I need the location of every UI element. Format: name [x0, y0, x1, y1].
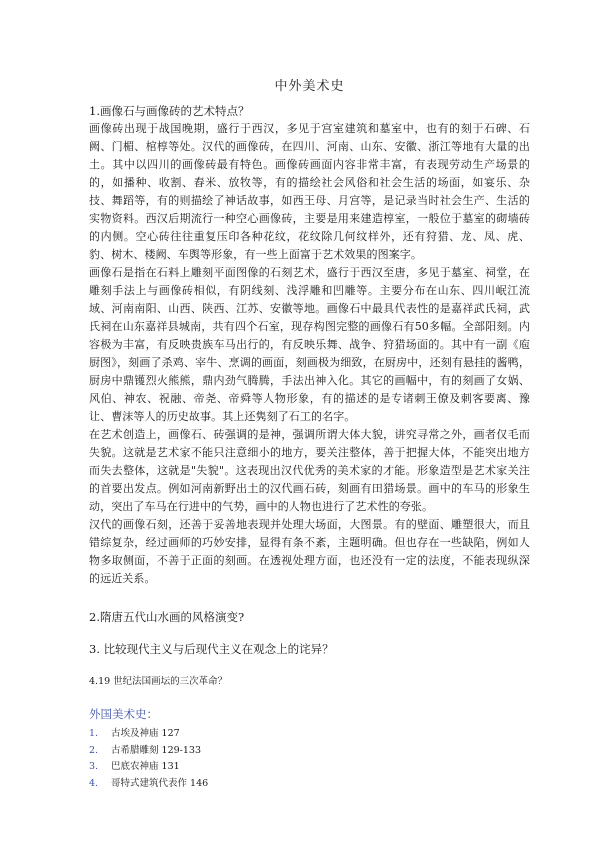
- question-2: 2.隋唐五代山水画的风格演变?: [89, 610, 245, 624]
- list-item-number: 3.: [89, 761, 99, 772]
- paragraph-stone-relief: 画像石是指在石料上雕刻平面图像的石刻艺术，盛行于西汉至唐，多见于墓室、祠堂，在雕刻手法上与画像砖相似，有阴线刻、浅浮雕和凹雕等。主要分布在山东、四川岷江流域、河南南阳、山西、陕西、江苏、安徽等地。画像石中最具代表性的是嘉祥武氏祠，武氏祠在山东嘉祥县城南，共有四个石室，现存构图完整的画像石有50多幅。全部阳刻。内容极为丰富，有反映贵族车马出行的，有反映乐舞、战争、狩猎场面的。其中有一副《庖厨图》，刻画了杀鸡、宰牛、烹调的画面，刻画极为细致，在厨房中，还刻有悬挂的酱鸭，厨房中鼎镬烈火熊熊，鼎内劲气腾腾，手法出神入化。其它的画幅中，有的刻画了女娲、风伯、神农、祝融、帝尧、帝舜等人物形象，有的描述的是专诸刺王僚及刺客要离、豫让、曹沫等人的历史故事。其上还隽刻了石工的名字。: [89, 266, 530, 423]
- list-item: [89, 743, 530, 760]
- list-item-number: 4.: [89, 777, 99, 789]
- question-4: 4.19 世纪法国画坛的三次革命？: [89, 676, 228, 687]
- list-item: [89, 759, 530, 776]
- foreign-art-list: [89, 726, 530, 792]
- paragraph-artistic-creation: 在艺术创造上，画像石、砖强调的是神，强调所谓大体大貌，讲究寻常之外，画者仅毛而失貌。这就是艺术家不能只注意细小的地方，要关注整体，善于把握大体，不能突出地方而失去整体，这就是"失貌"。这表现出汉代优秀的美术家的才能。形象造型是艺术家关注的首要出发点。例如河南新野出土的汉代画石砖，刻画有田猎场景。画中的车马的形象生动，突出了车马在行进中的气势，画中的人物也进行了艺术性的夸张。: [89, 428, 530, 513]
- list-item: [89, 726, 530, 743]
- paragraph-large-scenes: 汉代的画像石刻，还善于妥善地表现并处理大场面，大图景。有的壁面、雕塑很大，而且错综复杂，经过画师的巧妙安排，显得有条不紊，主题明确。但也存在一些缺陷，例如人物多取侧面，不善于正面的刻画。在透视处理方面，也还没有一定的法度，不能表现纵深的远近关系。: [89, 518, 530, 585]
- list-item-text: 哥特式建筑代表作 146: [111, 777, 209, 789]
- list-item: [89, 776, 530, 793]
- foreign-art-history-heading: 外国美术史：: [89, 707, 158, 721]
- question-1: 1.画像石与画像砖的艺术特点？: [89, 104, 250, 118]
- list-item-text: 古埃及神庙 127: [111, 728, 180, 739]
- list-item-number: 1.: [89, 728, 99, 739]
- question-3: 3. 比较现代主义与后现代主义在观念上的诧异？: [89, 642, 334, 656]
- paragraph-brick-relief: 画像砖出现于战国晚期，盛行于西汉，多见于宫室建筑和墓室中，也有的刻于石碑、石阙、门楣、棺椁等处。汉代的画像砖，在四川、河南、山东、安徽、浙江等地有大量的出土。其中以四川的画像砖最有特色。画像砖画面内容非常丰富，有表现劳动生产场景的的，如播种、收割、舂米、放牧等，有的描绘社会风俗和社会生活的场面，如宴乐、杂技、舞蹈等，有的则描绘了神话故事，如西王母、月宫等，是记录当时社会生产、生活的实物资料。西汉后期流行一种空心画像砖，主要是用来建造椁室，一般位于墓室的砌墙砖的内侧。空心砖往往重复压印各种花纹，花纹除几何纹样外，还有狩猎、龙、凤、虎、豹、树木、楼阙、车舆等形象，有一些上面富于艺术效果的图案字。: [89, 122, 530, 261]
- list-item-number: 2.: [89, 744, 99, 756]
- page-title: 中外美术史: [274, 79, 345, 94]
- list-item-text: 古希腊雕刻 129-133: [111, 744, 201, 756]
- list-item-text: 巴底农神庙 131: [111, 761, 180, 772]
